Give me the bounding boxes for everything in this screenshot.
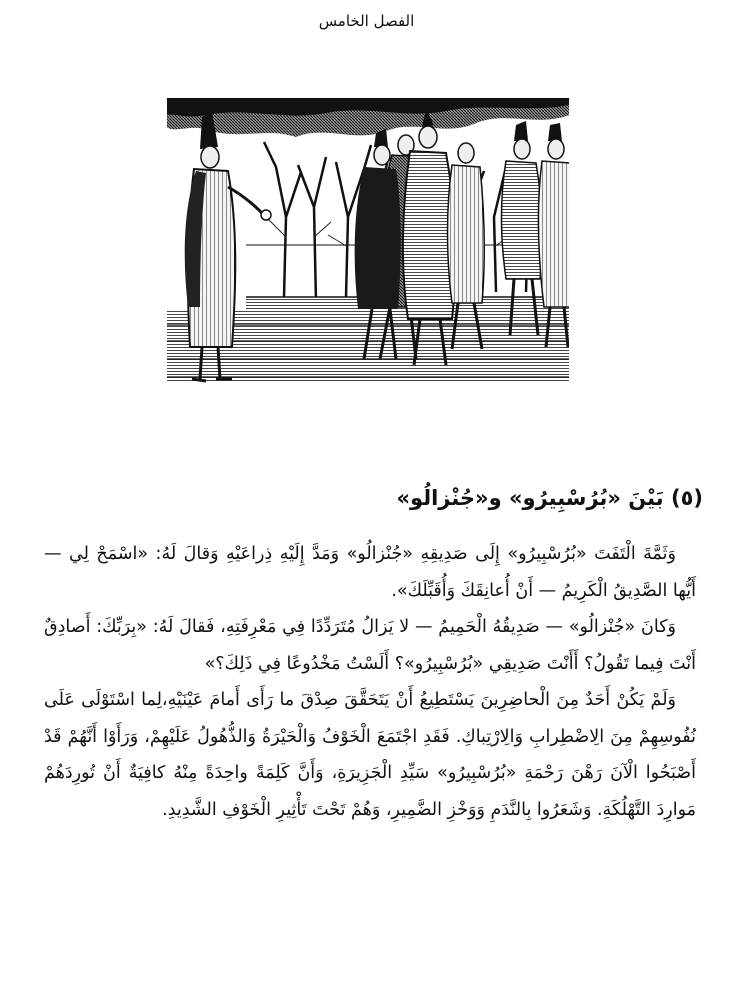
- paragraph: وَثَمَّةَ الْتَفَتَ «بُرُسْبِيرُو» إِلَى صَدِيقِهِ «جُنْزالُو» وَمَدَّ إِلَيْهِ ذِراعَيْهِ وَقالَ لَهُ: «اسْمَحْ لِي — أَيُّها الصَّدِيقُ الْكَرِيمُ — أَنْ أُعانِقَكَ وَأُقَبِّلَكَ».: [44, 544, 696, 601]
- story-illustration: [166, 97, 570, 397]
- body-text: [44, 536, 696, 828]
- paragraph: وَكانَ «جُنْزالُو» — صَدِيقُهُ الْحَمِيمُ — لا يَزالُ مُتَرَدِّدًا فِي مَعْرِفَتِهِ، فَقالَ لَهُ: «بِرَبِّكَ: أَصادِقٌ أَنْتَ فِيما تَقُولُ؟ أَأَنْتَ صَدِيقِي «بُرُسْبِيرُو»؟ أَلَسْتُ مَخْدُوعًا فِي ذَلِكَ؟»: [44, 617, 696, 674]
- section-heading: (٥) بَيْنَ «بُرُسْبِيرُو» و«جُنْزالُو»: [396, 486, 703, 510]
- running-header: الفصل الخامس: [318, 12, 415, 30]
- paragraph: وَلَمْ يَكُنْ أَحَدٌ مِنَ الْحاضِرِينَ يَسْتَطِيعُ أَنْ يَتَحَقَّقَ صِدْقَ ما رَأَى أَمامَ عَيْنَيْهِ،لِما اسْتَوْلَى عَلَى نُفُوسِهِمْ مِنَ الِاضْطِرابِ وَالِارْتِباكِ. فَقَدِ اجْتَمَعَ الْخَوْفُ وَالْحَيْرَةُ وَالذُّهُولُ عَلَيْهِمْ، وَرَأَوْا أَنَّهُمْ قَدْ أَصْبَحُوا الْآنَ رَهْنَ رَحْمَةِ «بُرُسْبِيرُو» سَيِّدِ الْجَزِيرَةِ، وَأَنَّ كَلِمَةً واحِدَةً مِنْهُ كافِيَةٌ أَنْ تُورِدَهُمْ مَوارِدَ التَّهْلُكَةِ. وَشَعَرُوا بِالنَّدَمِ وَوَخْزِ الضَّمِيرِ، وَهُمْ تَحْتَ تَأْثِيرِ الْخَوْفِ الشَّدِيدِ.: [44, 690, 696, 820]
